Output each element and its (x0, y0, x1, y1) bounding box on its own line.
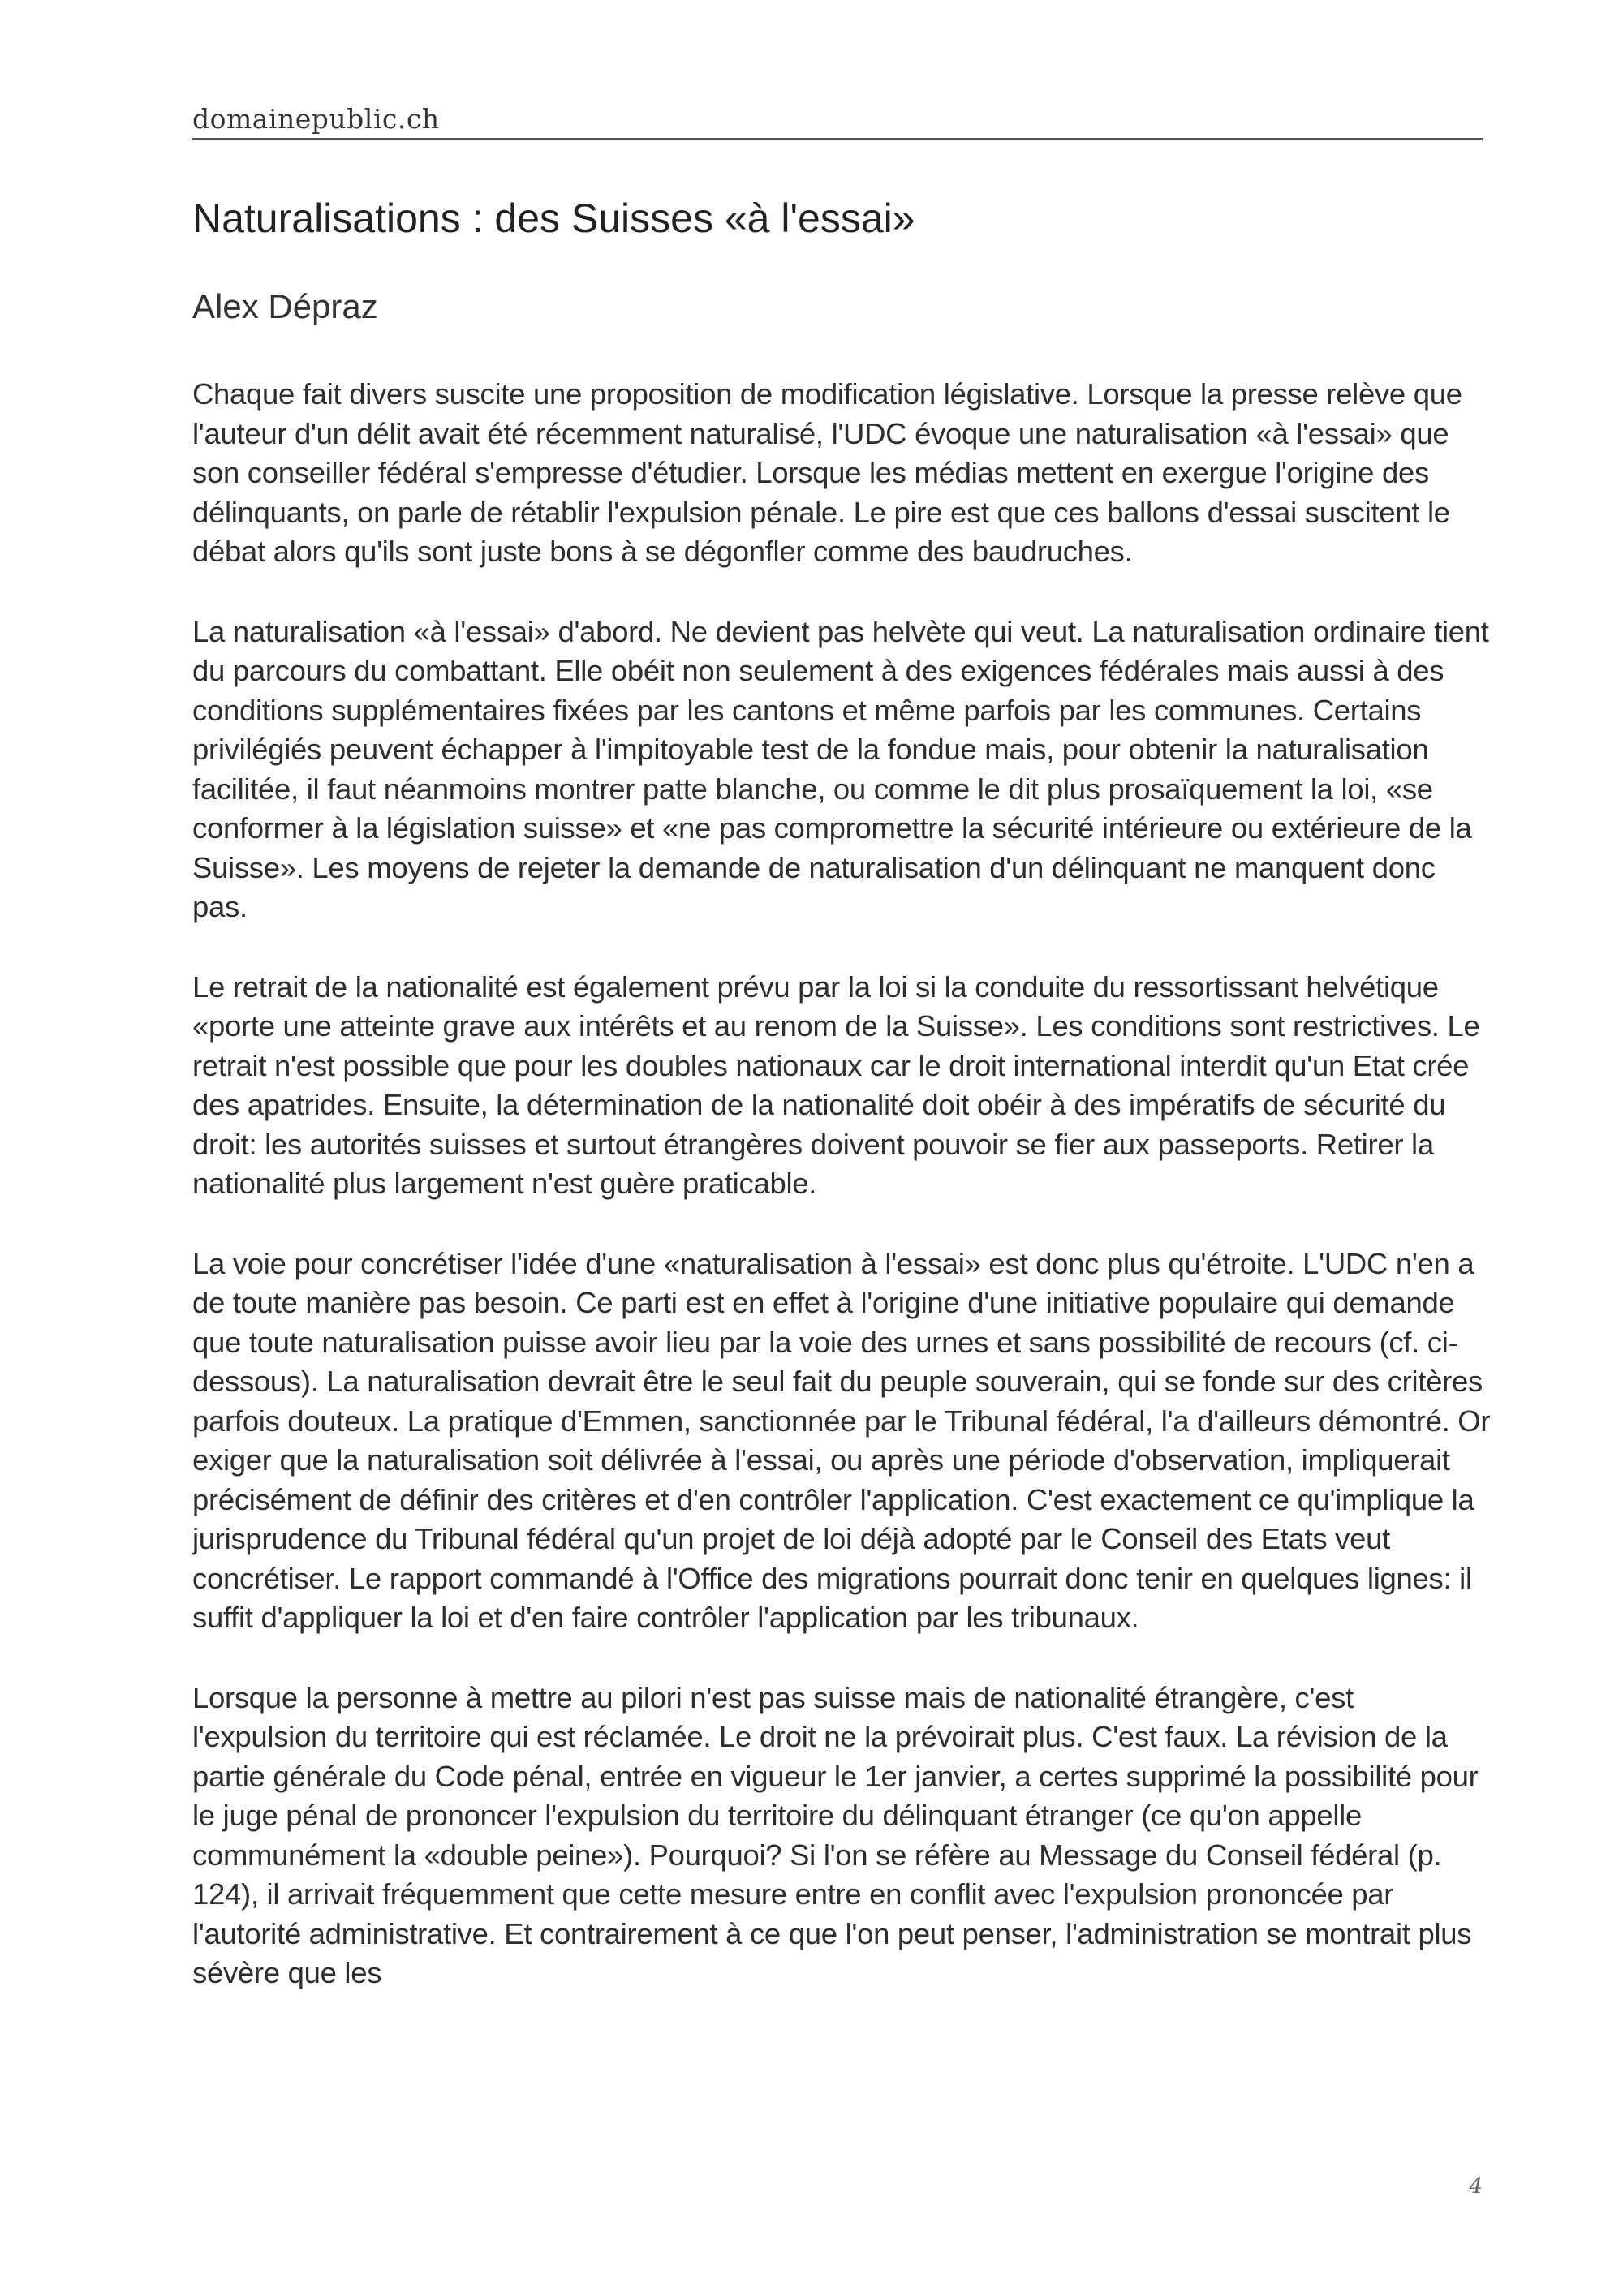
page-header (192, 97, 1483, 140)
article-body (192, 375, 1491, 2034)
paragraph: Chaque fait divers suscite une proposition de modification législative. Lorsque la presse relève que l'auteur d'un délit avait été récemment naturalisé, l'UDC évoque une naturalisation «à l'essai» que son conseiller fédéral s'empresse d'étudier. Lorsque les médias mettent en exergue l'origine des délinquants, on parle de rétablir l'expulsion pénale. Le pire est que ces ballons d'essai suscitent le débat alors qu'ils sont juste bons à se dégonfler comme des baudruches. (192, 377, 1462, 568)
paragraph: Lorsque la personne à mettre au pilori n'est pas suisse mais de nationalité étrangère, c'est l'expulsion du territoire qui est réclamée. Le droit ne la prévoirait plus. C'est faux. La révision de la partie générale du Code pénal, entrée en vigueur le 1er janvier, a certes supprimé la possibilité pour le juge pénal de prononcer l'expulsion du territoire du délinquant étranger (ce qu'on appelle communément la «double peine»). Pourquoi? Si l'on se réfère au Message du Conseil fédéral (p. 124), il arrivait fréquemment que cette mesure entre en conflit avec l'expulsion prononcée par l'autorité administrative. Et contrairement à ce que l'on peut penser, l'administration se montrait plus sévère que les (192, 1680, 1479, 1989)
article-title: Naturalisations : des Suisses «à l'essai» (192, 196, 915, 241)
paragraph: La naturalisation «à l'essai» d'abord. Ne devient pas helvète qui veut. La naturalisation ordinaire tient du parcours du combattant. Elle obéit non seulement à des exigences fédérales mais aussi à des conditions supplémentaires fixées par les cantons et même parfois par les communes. Certains privilégiés peuvent échapper à l'impitoyable test de la fondue mais, pour obtenir la naturalisation facilitée, il faut néanmoins montrer patte blanche, ou comme le dit plus prosaïquement la loi, «se conformer à la législation suisse» et «ne pas compromettre la sécurité intérieure ou extérieure de la Suisse». Les moyens de rejeter la demande de naturalisation d'un délinquant ne manquent donc pas. (192, 614, 1489, 923)
paragraph: La voie pour concrétiser l'idée d'une «naturalisation à l'essai» est donc plus qu'étroite. L'UDC n'en a de toute manière pas besoin. Ce parti est en effet à l'origine d'une initiative populaire qui demande que toute naturalisation puisse avoir lieu par la voie des urnes et sans possibilité de recours (cf. ci-dessous). La naturalisation devrait être le seul fait du peuple souverain, qui se fonde sur des critères parfois douteux. La pratique d'Emmen, sanctionnée par le Tribunal fédéral, l'a d'ailleurs démontré. Or exiger que la naturalisation soit délivrée à l'essai, ou après une période d'observation, impliquerait précisément de définir des critères et d'en contrôler l'application. C'est exactement ce qu'implique la jurisprudence du Tribunal fédéral qu'un projet de loi déjà adopté par le Conseil des Etats veut concrétiser. Le rapport commandé à l'Office des migrations pourrait donc tenir en quelques lignes: il suffit d'appliquer la loi et d'en faire contrôler l'application par les tribunaux. (192, 1246, 1491, 1634)
page-number: 4 (1469, 2174, 1483, 2199)
article-author: Alex Dépraz (192, 287, 378, 325)
site-name: domainepublic.ch (192, 103, 440, 135)
paragraph: Le retrait de la nationalité est également prévu par la loi si la conduite du ressortissant helvétique «porte une atteinte grave aux intérêts et au renom de la Suisse». Les conditions sont restrictives. Le retrait n'est possible que pour les doubles nationaux car le droit international interdit qu'un Etat crée des apatrides. Ensuite, la détermination de la nationalité doit obéir à des impératifs de sécurité du droit: les autorités suisses et surtout étrangères doivent pouvoir se fier aux passeports. Retirer la nationalité plus largement n'est guère praticable. (192, 970, 1480, 1200)
